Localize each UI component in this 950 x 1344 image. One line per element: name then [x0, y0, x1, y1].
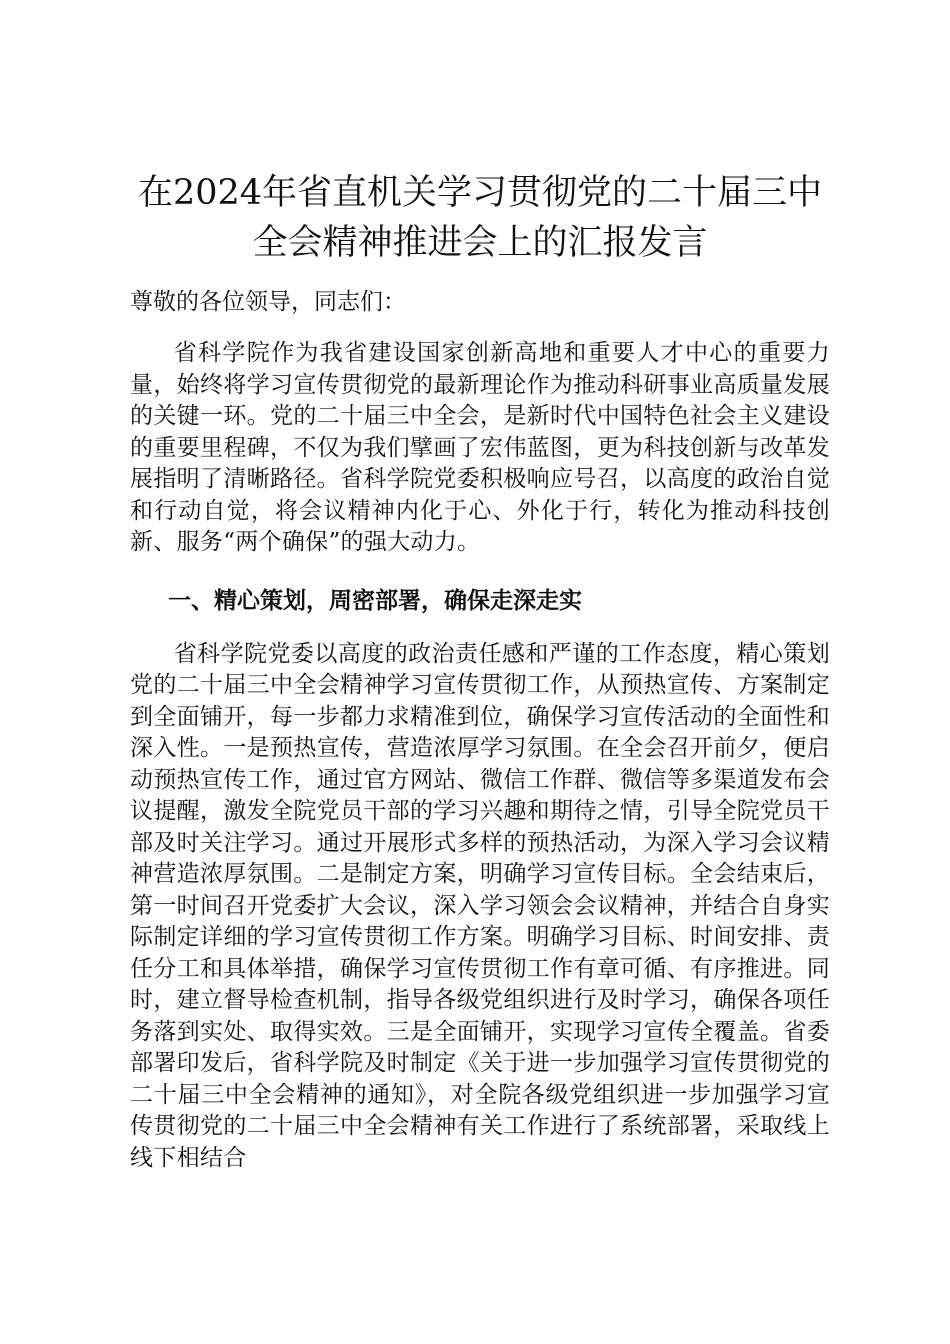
section-heading-1: 一、精心策划，周密部署，确保走深走实 — [168, 587, 582, 614]
salutation: 尊敬的各位领导，同志们： — [130, 289, 406, 315]
section-1-paragraph: 省科学院党委以高度的政治责任感和严谨的工作态度，精心策划党的二十届三中全会精神学习宣传贯彻工作，从预热宣传、方案制定到全面铺开，每一步都力求精准到位，确保学习宣传活动的全面性和深入性。一是预热宣传，营造浓厚学习氛围。在全会召开前夕，便启动预热宣传工作，通过官方网站、微信工作群、微信等多渠道发布会议提醒，激发全院党员干部的学习兴趣和期待之情，引导全院党员干部及时关注学习。通过开展形式多样的预热活动，为深入学习会议精神营造浓厚氛围。二是制定方案，明确学习宣传目标。全会结束后，第一时间召开党委扩大会议，深入学习领会会议精神，并结合自身实际制定详细的学习宣传贯彻工作方案。明确学习目标、时间安排、责任分工和具体举措，确保学习宣传贯彻工作有章可循、有序推进。同时，建立督导检查机制，指导各级党组织进行及时学习，确保各项任务落到实处、取得实效。三是全面铺开，实现学习宣传全覆盖。省委部署印发后，省科学院及时制定《关于进一步加强学习宣传贯彻党的二十届三中全会精神的通知》，对全院各级党组织进一步加强学习宣传贯彻党的二十届三中全会精神有关工作进行了系统部署，采取线上线下相结合 — [130, 640, 830, 1171]
document-title — [130, 168, 830, 268]
intro-paragraph: 省科学院作为我省建设国家创新高地和重要人才中心的重要力量，始终将学习宣传贯彻党的最新理论作为推动科研事业高质量发展的关键一环。党的二十届三中全会，是新时代中国特色社会主义建设的重要里程碑，不仅为我们擘画了宏伟蓝图，更为科技创新与改革发展指明了清晰路径。省科学院党委积极响应号召，以高度的政治自觉和行动自觉，将会议精神内化于心、外化于行，转化为推动科技创新、服务“两个确保”的强大动力。 — [130, 340, 830, 555]
document-page — [130, 168, 830, 1174]
title-line-2: 全会精神推进会上的汇报发言 — [252, 223, 708, 263]
title-line-1: 在2024年省直机关学习贯彻党的二十届三中 — [137, 173, 823, 213]
